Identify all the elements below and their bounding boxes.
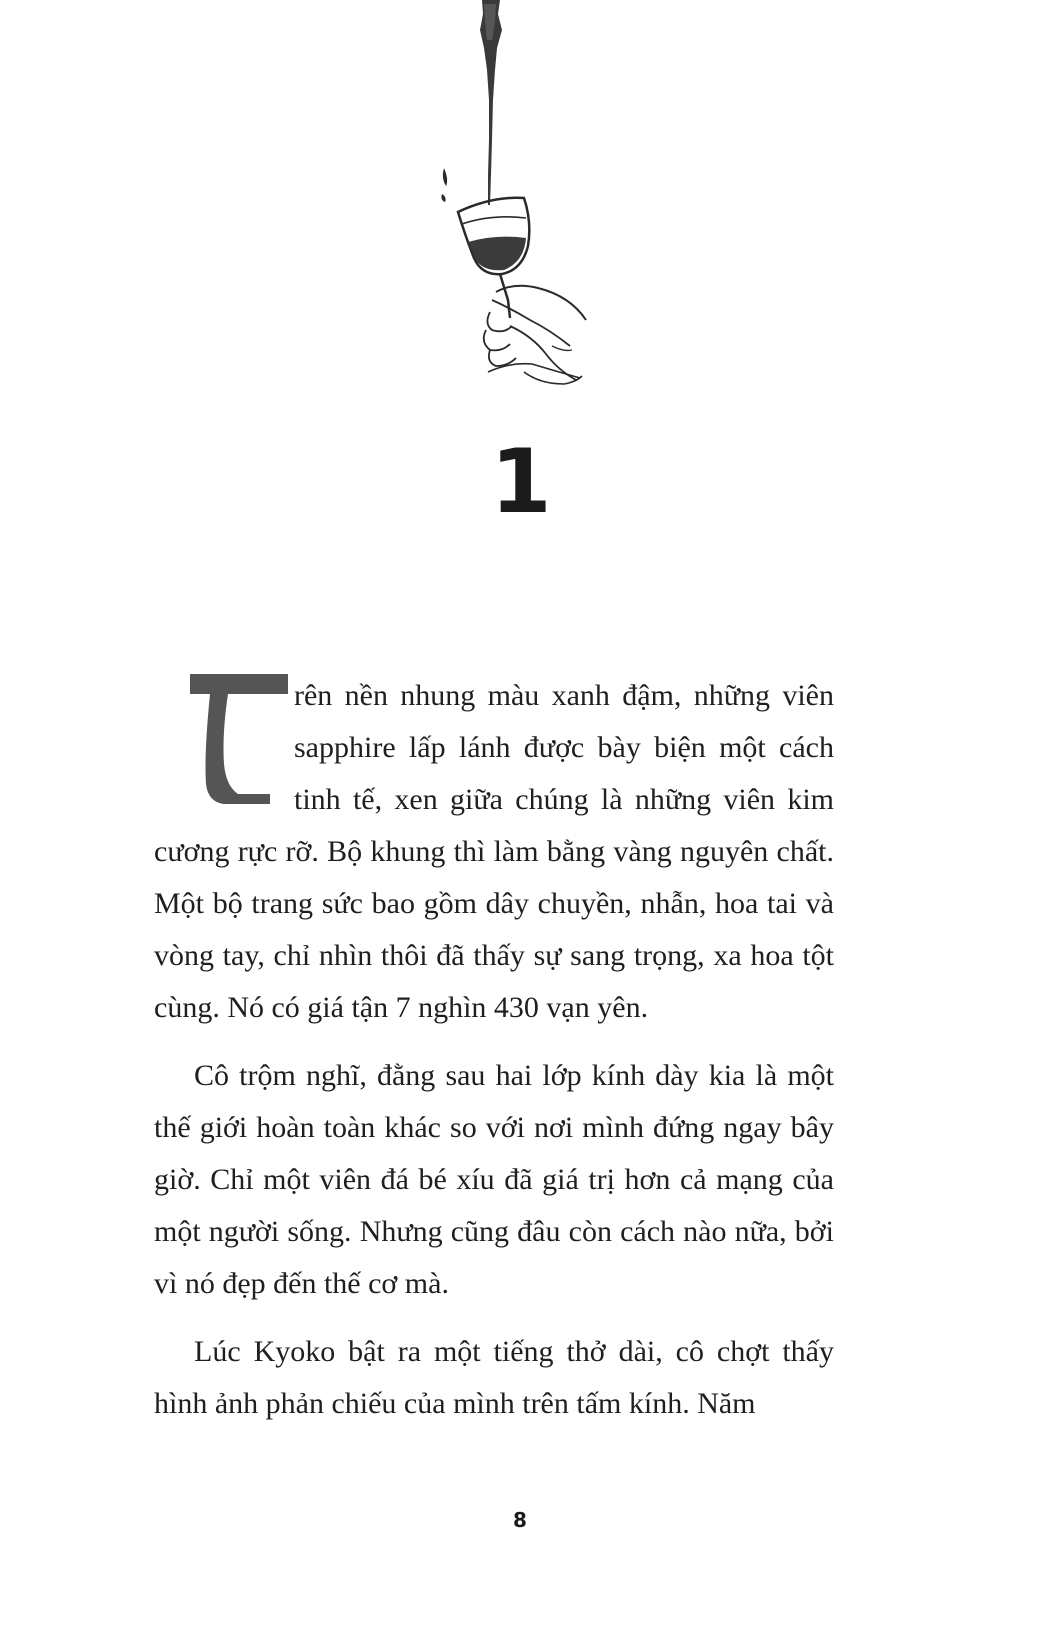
paragraph: Cô trộm nghĩ, đằng sau hai lớp kính dày kia là một thế giới hoàn toàn khác so với nơi mình đứng ngay bây giờ. Chỉ một viên đá bé xíu đã giá trị hơn cả mạng của một người sống. Nhưng cũng đâu còn cách nào nữa, bởi vì nó đẹp đến thế cơ mà. [154,1059,834,1300]
chapter-body [154,670,834,1446]
chapter-number: 1 [490,430,550,533]
wine-glass-pour-icon [440,0,600,400]
page-number: 8 [513,1508,527,1532]
paragraph [154,670,834,1034]
paragraph-text: rên nền nhung màu xanh đậm, những viên sapphire lấp lánh được bày biện một cách tinh tế, xen giữa chúng là những viên kim cương rực rỡ. Bộ khung thì làm bằng vàng nguyên chất. Một bộ trang sức bao gồm dây chuyền, nhẫn, hoa tai và vòng tay, chỉ nhìn thôi đã thấy sự sang trọng, xa hoa tột cùng. Nó có giá tận 7 nghìn 430 vạn yên. [154,679,834,1024]
paragraph: Lúc Kyoko bật ra một tiếng thở dài, cô chợt thấy hình ảnh phản chiếu của mình trên tấm kính. Năm [154,1335,834,1420]
drop-cap [154,674,288,814]
